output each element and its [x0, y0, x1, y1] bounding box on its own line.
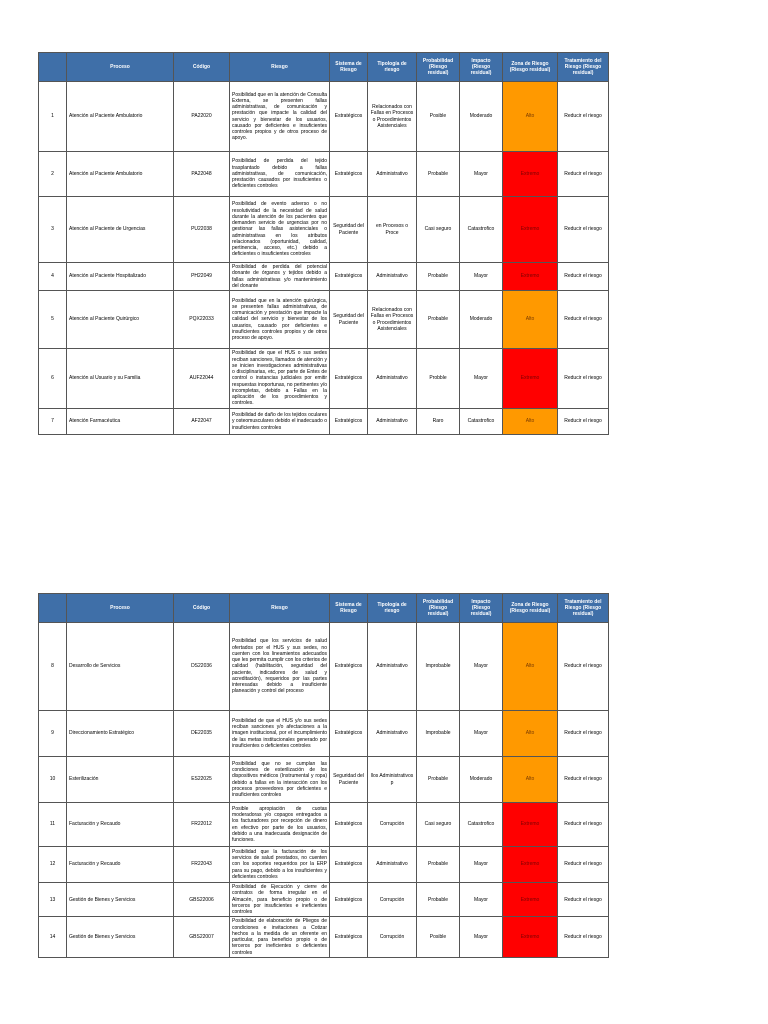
codigo-cell: DS22036 [174, 623, 230, 711]
table-row [39, 803, 609, 847]
table-row [39, 82, 609, 152]
probabilidad-cell: Probable [417, 152, 460, 197]
tipologia-cell: Administrativo [368, 847, 417, 883]
zona-label: Alto [525, 316, 535, 323]
header-riesgo: Riesgo [230, 53, 330, 82]
zona-cell [503, 349, 558, 409]
riesgo-cell: Posibilidad de que el HUS o sus sedes reciban sanciones, llamados de atención y se inicien investigaciones administrativas o disciplinarias, etc, por parte de Entes de control o instancias judiciales por emitir respuestas inoportunas, no pertinentes y/o incompletas, debido a Fallas en la aplicación de los procedimientos y controles. [230, 349, 330, 409]
sistema-cell: Estratégicos [330, 263, 368, 291]
header-proceso: Proceso [67, 53, 174, 82]
tipologia-cell: Administrativo [368, 152, 417, 197]
zona-label: Alto [525, 663, 535, 670]
header-zona: Zona de Riesgo (Riesgo residual) [503, 594, 558, 623]
codigo-cell: GBS22006 [174, 883, 230, 917]
riesgo-cell: Posible apropiación de cuotas moderadoras y/o copagos entregados a los facturadores por recepción de dinero en efectivo por parte de los usuarios, debido a una inadecuada designación de funciones. [230, 803, 330, 847]
proceso-cell: Direccionamiento Estratégico [67, 711, 174, 757]
impacto-cell: Mayor [460, 847, 503, 883]
zona-cell [503, 409, 558, 435]
riesgo-cell: Posibilidad de daño de los tejidos oculares y osteomusculares debido el inadecuado o insuficientes controles [230, 409, 330, 435]
codigo-cell: GBS22007 [174, 917, 230, 958]
impacto-cell: Catastrofico [460, 803, 503, 847]
sistema-cell: Seguridad del Paciente [330, 197, 368, 263]
tipologia-cell: Relacionados con Fallas en Procesos o Procedimientos Asistenciales [368, 82, 417, 152]
probabilidad-cell: Raro [417, 409, 460, 435]
probabilidad-cell: Probable [417, 847, 460, 883]
probabilidad-cell: Posible [417, 917, 460, 958]
impacto-cell: Mayor [460, 883, 503, 917]
risk-table-1 [38, 52, 609, 435]
tipologia-cell: Administrativo [368, 623, 417, 711]
sistema-cell: Estratégicos [330, 349, 368, 409]
sistema-cell: Seguridad del Paciente [330, 291, 368, 349]
table-row [39, 917, 609, 958]
sistema-cell: Estratégicos [330, 82, 368, 152]
probabilidad-cell: Probable [417, 291, 460, 349]
row-id: 12 [39, 847, 67, 883]
table-row [39, 409, 609, 435]
proceso-cell: Atención al Paciente Quirúrgico [67, 291, 174, 349]
sistema-cell: Estratégicos [330, 623, 368, 711]
proceso-cell: Atención al Paciente de Urgencias [67, 197, 174, 263]
row-id: 5 [39, 291, 67, 349]
header-id [39, 594, 67, 623]
tratamiento-cell: Reducir el riesgo [558, 82, 609, 152]
zona-label: Extremo [520, 273, 540, 280]
riesgo-cell: Posibilidad de que el HUS y/o sus sedes reciban sanciones y/o afectaciones a la imagen institucional, por el incumplimiento de las metas institucionales generado por insuficientes o deficientes controles [230, 711, 330, 757]
row-id: 10 [39, 757, 67, 803]
codigo-cell: PH22049 [174, 263, 230, 291]
zona-label: Extremo [520, 226, 540, 233]
table-row [39, 623, 609, 711]
zona-cell [503, 197, 558, 263]
table-row [39, 197, 609, 263]
impacto-cell: Mayor [460, 263, 503, 291]
table-row [39, 847, 609, 883]
tipologia-cell: Administrativo [368, 711, 417, 757]
header-probabilidad: Probabilidad (Riesgo residual) [417, 53, 460, 82]
row-id: 8 [39, 623, 67, 711]
proceso-cell: Atención Farmacéutica [67, 409, 174, 435]
tipologia-cell: en Procesos o Proce [368, 197, 417, 263]
tratamiento-cell: Reducir el riesgo [558, 152, 609, 197]
probabilidad-cell: Probable [417, 883, 460, 917]
proceso-cell: Facturación y Recaudo [67, 803, 174, 847]
header-codigo: Código [174, 594, 230, 623]
riesgo-cell: Posibilidad de perdida del potencial donante de órganos y tejidos debido a fallas administrativas y/o mantenimiento del donante [230, 263, 330, 291]
table-row [39, 349, 609, 409]
tratamiento-cell: Reducir el riesgo [558, 757, 609, 803]
table-row [39, 757, 609, 803]
impacto-cell: Mayor [460, 711, 503, 757]
zona-label: Extremo [520, 896, 540, 903]
zona-cell [503, 757, 558, 803]
header-codigo: Código [174, 53, 230, 82]
impacto-cell: Mayor [460, 152, 503, 197]
proceso-cell: Facturación y Recaudo [67, 847, 174, 883]
proceso-cell: Atención al Paciente Hospitalizado [67, 263, 174, 291]
riesgo-cell: Posibilidad de evento adverso o no resolutividad de la necesidad de salud durante la atención de los pacientes que demanden servicio de urgencias por no gestionar las fallas asistenciales o administrativas en los atributos relacionados (oportunidad, calidad, pertinencia, acceso, etc.) debido a deficientes o insuficientes controles [230, 197, 330, 263]
riesgo-cell: Posibilidad de elaboración de Pliegos de condiciones e invitaciones a Cotizar hechos a la medida de un oferente en particular, para beneficio propio o de terceros por ineficientes o deficientes controles [230, 917, 330, 958]
zona-cell [503, 847, 558, 883]
probabilidad-cell: Posible [417, 82, 460, 152]
row-id: 2 [39, 152, 67, 197]
table-row [39, 291, 609, 349]
zona-label: Alto [525, 418, 535, 425]
header-row [39, 594, 609, 623]
codigo-cell: FR22012 [174, 803, 230, 847]
tipologia-cell: Corrupción [368, 917, 417, 958]
row-id: 4 [39, 263, 67, 291]
zona-label: Extremo [520, 933, 540, 940]
impacto-cell: Mayor [460, 917, 503, 958]
probabilidad-cell: Improbable [417, 711, 460, 757]
impacto-cell: Moderado [460, 82, 503, 152]
probabilidad-cell: Casi seguro [417, 803, 460, 847]
table-row [39, 883, 609, 917]
tipologia-cell: Relacionados con Fallas en Procesos o Procedimientos Asistenciales [368, 291, 417, 349]
zona-cell [503, 291, 558, 349]
riesgo-cell: Posibilidad de perdida del tejido trasplantado debido a fallas administrativas, de comunicación, prestación causados por insuficientes o deficientes controles [230, 152, 330, 197]
tratamiento-cell: Reducir el riesgo [558, 291, 609, 349]
sistema-cell: Seguridad del Paciente [330, 757, 368, 803]
zona-label: Extremo [520, 375, 540, 382]
zona-cell [503, 623, 558, 711]
codigo-cell: AUF22044 [174, 349, 230, 409]
tratamiento-cell: Reducir el riesgo [558, 409, 609, 435]
sistema-cell: Estratégicos [330, 711, 368, 757]
impacto-cell: Catastrofico [460, 197, 503, 263]
tratamiento-cell: Reducir el riesgo [558, 917, 609, 958]
proceso-cell: Atención al Usuario y su Familia [67, 349, 174, 409]
tratamiento-cell: Reducir el riesgo [558, 349, 609, 409]
codigo-cell: PQX22033 [174, 291, 230, 349]
zona-cell [503, 711, 558, 757]
impacto-cell: Mayor [460, 349, 503, 409]
probabilidad-cell: Probable [417, 757, 460, 803]
zona-label: Alto [525, 113, 535, 120]
probabilidad-cell: Improbable [417, 623, 460, 711]
tratamiento-cell: Reducir el riesgo [558, 623, 609, 711]
zona-cell [503, 152, 558, 197]
impacto-cell: Moderado [460, 757, 503, 803]
sistema-cell: Estratégicos [330, 883, 368, 917]
proceso-cell: Desarrollo de Servicios [67, 623, 174, 711]
header-impacto: Impacto (Riesgo residual) [460, 53, 503, 82]
codigo-cell: PU22038 [174, 197, 230, 263]
zona-cell [503, 917, 558, 958]
proceso-cell: Gestión de Bienes y Servicios [67, 917, 174, 958]
table-row [39, 711, 609, 757]
header-proceso: Proceso [67, 594, 174, 623]
zona-label: Extremo [520, 821, 540, 828]
tratamiento-cell: Reducir el riesgo [558, 197, 609, 263]
impacto-cell: Moderado [460, 291, 503, 349]
row-id: 6 [39, 349, 67, 409]
header-id [39, 53, 67, 82]
row-id: 13 [39, 883, 67, 917]
probabilidad-cell: Casi seguro [417, 197, 460, 263]
sistema-cell: Estratégicos [330, 409, 368, 435]
riesgo-cell: Posibilidad que en la atención de Consulta Externa, se presenten fallas administrativas, de comunicación y prestación que impacte la calidad del servicio y bienestar de los usuarios, causado por deficientes e insuficientes controles propios y de otros proceso de apoyo. [230, 82, 330, 152]
row-id: 11 [39, 803, 67, 847]
riesgo-cell: Posibilidad que la facturación de los servicios de salud prestados, no cuenten con los soportes requeridos por la ERP para su pago, debido a los insuficientes y deficientes controles [230, 847, 330, 883]
row-id: 7 [39, 409, 67, 435]
probabilidad-cell: Probable [417, 263, 460, 291]
zona-label: Alto [525, 730, 535, 737]
riesgo-cell: Posibilidad de Ejecución y cierre de contratos de forma irregular en el Almacén, para beneficio propio o de terceros por insuficientes e ineficientes controles [230, 883, 330, 917]
tipologia-cell: Corrupción [368, 803, 417, 847]
codigo-cell: FR22043 [174, 847, 230, 883]
proceso-cell: Atención al Paciente Ambulatorio [67, 152, 174, 197]
sistema-cell: Estratégicos [330, 917, 368, 958]
header-tipologia: Tipología de riesgo [368, 594, 417, 623]
row-id: 3 [39, 197, 67, 263]
riesgo-cell: Posibilidad que no se cumplan las condiciones de esterilización de los dispositivos médicos (Instrumental y ropa) debido a fallas en la interacción con los procesos proveedores por deficientes e insuficientes controles [230, 757, 330, 803]
header-tratamiento: Tratamiento del Riesgo (Riesgo residual) [558, 594, 609, 623]
row-id: 14 [39, 917, 67, 958]
zona-cell [503, 263, 558, 291]
codigo-cell: ES22025 [174, 757, 230, 803]
zona-cell [503, 883, 558, 917]
sistema-cell: Estratégicos [330, 847, 368, 883]
tipologia-cell: Corrupción [368, 883, 417, 917]
codigo-cell: PA22020 [174, 82, 230, 152]
zona-cell [503, 82, 558, 152]
header-row [39, 53, 609, 82]
risk-table-2 [38, 593, 609, 958]
probabilidad-cell: Probble [417, 349, 460, 409]
zona-cell [503, 803, 558, 847]
tipologia-cell: llos Administrativos p [368, 757, 417, 803]
proceso-cell: Gestión de Bienes y Servicios [67, 883, 174, 917]
codigo-cell: DE22035 [174, 711, 230, 757]
zona-label: Extremo [520, 170, 540, 177]
tipologia-cell: Administrativo [368, 349, 417, 409]
tipologia-cell: Administrativo [368, 263, 417, 291]
codigo-cell: AF22047 [174, 409, 230, 435]
header-zona: Zona de Riesgo (Riesgo residual) [503, 53, 558, 82]
riesgo-cell: Posibilidad que los servicios de salud ofertados por el HUS y sus sedes, no cuenten con los lineamientos adecuados que les permita cumplir con los criterios de calidad (habilitación, seguridad del paciente, indicadores de salud y acreditación), requeridos por las partes interesadas debido a insuficiente planeación y control del proceso [230, 623, 330, 711]
tratamiento-cell: Reducir el riesgo [558, 803, 609, 847]
row-id: 9 [39, 711, 67, 757]
impacto-cell: Catastrofico [460, 409, 503, 435]
sistema-cell: Estratégicos [330, 803, 368, 847]
zona-label: Extremo [520, 861, 540, 868]
header-impacto: Impacto (Riesgo residual) [460, 594, 503, 623]
zona-label: Alto [525, 776, 535, 783]
header-probabilidad: Probabilidad (Riesgo residual) [417, 594, 460, 623]
tratamiento-cell: Reducir el riesgo [558, 883, 609, 917]
header-riesgo: Riesgo [230, 594, 330, 623]
tipologia-cell: Administrativo [368, 409, 417, 435]
tratamiento-cell: Reducir el riesgo [558, 263, 609, 291]
table-row [39, 263, 609, 291]
table-row [39, 152, 609, 197]
header-tratamiento: Tratamiento del Riesgo (Riesgo residual) [558, 53, 609, 82]
codigo-cell: PA22048 [174, 152, 230, 197]
header-tipologia: Tipología de riesgo [368, 53, 417, 82]
header-sistema: Sistema de Riesgo [330, 53, 368, 82]
row-id: 1 [39, 82, 67, 152]
proceso-cell: Atención al Paciente Ambulatorio [67, 82, 174, 152]
tratamiento-cell: Reducir el riesgo [558, 847, 609, 883]
tratamiento-cell: Reducir el riesgo [558, 711, 609, 757]
header-sistema: Sistema de Riesgo [330, 594, 368, 623]
riesgo-cell: Posibilidad que en la atención quirúrgica, se presenten fallas administrativas, de comunicación y prestación que impacte la calidad del servicio y bienestar de los usuarios, causado por deficientes e insuficientes controles propios y de otros proceso de apoyo. [230, 291, 330, 349]
sistema-cell: Estratégicos [330, 152, 368, 197]
proceso-cell: Esterilización [67, 757, 174, 803]
impacto-cell: Mayor [460, 623, 503, 711]
